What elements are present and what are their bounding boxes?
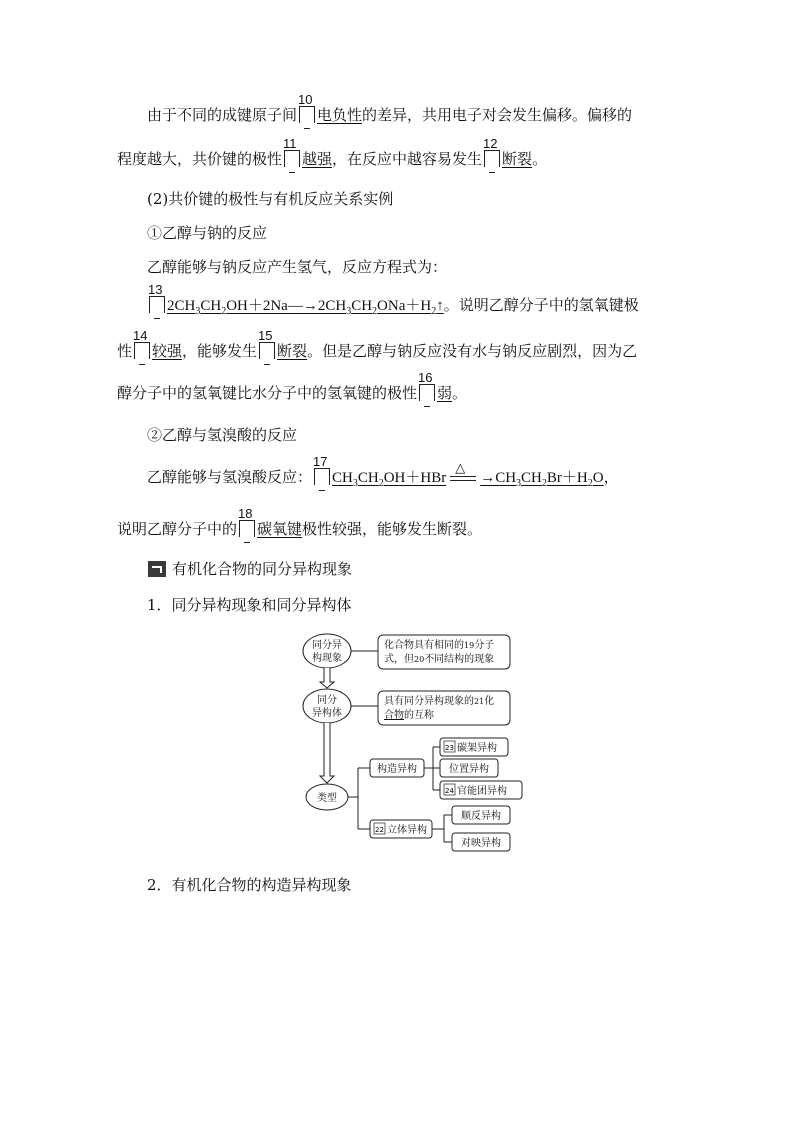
answer-text: 较强 (152, 342, 183, 360)
eq-part: CH (521, 470, 542, 486)
blank-number: 18 (238, 506, 253, 521)
eq-line (450, 480, 476, 481)
text: ， (603, 468, 619, 486)
section-heading: (2)共价键的极性与有机反应关系实例 (147, 190, 394, 208)
definition-1-line1 (384, 638, 494, 651)
equation-line-1 (147, 282, 639, 317)
node-label: 构现象 (312, 653, 342, 664)
def-text: 的互称 (404, 710, 434, 721)
text: 说明乙醇分子中的 (117, 520, 238, 538)
blank-mark (139, 364, 145, 365)
equation-line-2 (147, 454, 619, 489)
answer-blank-12[interactable] (483, 136, 500, 167)
blank-mark (319, 490, 325, 491)
sodium-line-2 (117, 328, 638, 362)
eq-sub: 3 (346, 306, 352, 317)
blank-number: 22 (375, 826, 384, 834)
answer-text: 弱 (437, 384, 453, 402)
def-text: 分子 (474, 640, 495, 651)
def-blank: 19 (464, 641, 475, 650)
answer-text: 越强 (302, 150, 333, 168)
def-text: 化 (484, 696, 495, 707)
subtype-label: 对映异构 (461, 838, 501, 849)
eq-sub: 2 (587, 478, 593, 489)
eq-sub: 3 (352, 478, 358, 489)
heat-condition (450, 461, 476, 486)
def-text: 不同结构的现象 (424, 654, 495, 665)
eq-sub: 2 (541, 478, 547, 489)
answer-blank-15[interactable] (258, 328, 275, 359)
arrow-down-long (320, 723, 334, 783)
eq-sub: 2 (221, 306, 227, 317)
blank-mark (264, 364, 270, 365)
answer-blank-17[interactable] (313, 454, 330, 485)
text: 由于不同的成键原子间 (147, 106, 298, 124)
eq-part: Br＋H (546, 470, 588, 486)
subtype-label: 位置异构 (449, 764, 489, 775)
eq-part: ↑ (436, 298, 444, 314)
eq-sub: 2 (378, 478, 384, 489)
item-2-heading: 2．有机化合物的构造异构现象 (147, 876, 352, 894)
blank-mark (304, 128, 310, 129)
def-text: 化合物具有相同的 (384, 640, 464, 651)
answer-blank-10[interactable] (298, 92, 315, 123)
def-blank: 21 (474, 697, 485, 706)
blank-number: 12 (483, 136, 498, 151)
text: 的差异，共用电子对会发生偏移。偏移的 (362, 106, 633, 124)
answer-blank-14[interactable] (133, 328, 150, 359)
blank-number: 14 (133, 328, 148, 343)
text: 极性较强，能够发生断裂。 (302, 520, 483, 538)
eq-sub: 3 (516, 478, 522, 489)
def-text: 式，但 (384, 654, 414, 665)
text: ，在反应中越容易发生 (332, 150, 483, 168)
equation-hbr-left (332, 470, 447, 489)
section-title (148, 558, 352, 580)
section-title-text: 有机化合物的同分异构现象 (172, 560, 353, 578)
text: 。 (452, 384, 468, 402)
para1-line1 (147, 92, 633, 126)
def-blank: 20 (414, 655, 425, 664)
para1-line2 (117, 136, 548, 170)
blank-number: 16 (418, 370, 433, 385)
text: 。 (532, 150, 548, 168)
blank-mark (489, 172, 495, 173)
text: 醇分子中的氢氧键比水分子中的氢氧键的极性 (117, 384, 418, 402)
text: ，能够发生 (182, 342, 258, 360)
definition-2-line2 (384, 708, 435, 721)
subtype-label: 碳架异构 (457, 743, 497, 754)
sodium-intro: 乙醇能够与钠反应产生氢气，反应方程式为： (147, 258, 448, 276)
hbr-conclusion (117, 506, 483, 540)
eq-sub: 2 (372, 306, 378, 317)
answer-text: 断裂 (502, 150, 533, 168)
answer-blank-13[interactable] (148, 282, 165, 313)
eq-part: OH＋HBr (383, 470, 447, 486)
eq-part: 2CH (167, 298, 196, 314)
eq-part: ONa＋H (377, 298, 432, 314)
text: 。说明乙醇分子中的氢氧键极 (443, 296, 639, 314)
text: 乙醇能够与氢溴酸反应： (147, 468, 313, 486)
answer-blank-18[interactable] (238, 506, 255, 537)
isomerism-diagram (300, 630, 530, 860)
blank-mark (424, 406, 430, 407)
item-1-heading: 1．同分异构现象和同分异构体 (147, 596, 352, 614)
eq-part: CH (351, 298, 373, 314)
subheading-hbr: ②乙醇与氢溴酸的反应 (147, 426, 298, 444)
node-label: 同分 (317, 695, 337, 706)
equation-hbr-right (480, 470, 604, 489)
blank-number: 17 (313, 454, 328, 469)
blank-number: 13 (148, 282, 163, 297)
arrow-down (320, 668, 334, 688)
eq-part: CH (332, 470, 353, 486)
subtype-label: 官能团异构 (457, 786, 507, 797)
subtype-label: 顺反异构 (461, 811, 501, 822)
def-text: 合物 (384, 710, 404, 721)
eq-part: OH＋2Na—→2CH (226, 298, 347, 314)
text: 程度越大，共价键的极性 (117, 150, 283, 168)
def-text: 具有同分异构现象的 (384, 696, 474, 707)
definition-1-line2 (384, 652, 494, 665)
eq-part: O (592, 470, 604, 486)
heat-triangle: △ (455, 461, 466, 476)
blank-number: 10 (298, 92, 313, 107)
type-label: 构造异构 (377, 764, 417, 775)
eq-part: CH (357, 470, 379, 486)
answer-blank-11[interactable] (283, 136, 300, 167)
text: 。但是乙醇与钠反应没有水与钠反应剧烈，因为乙 (307, 342, 638, 360)
answer-text: 碳氧键 (257, 520, 303, 538)
blank-mark (244, 542, 250, 543)
blank-number: 23 (445, 744, 454, 752)
node-label: 类型 (317, 793, 337, 804)
eq-part: →CH (480, 470, 517, 486)
blank-mark (289, 172, 295, 173)
text: 性 (117, 342, 133, 360)
eq-part: CH (200, 298, 222, 314)
subheading-sodium: ①乙醇与钠的反应 (147, 224, 268, 242)
blank-number: 15 (258, 328, 273, 343)
sodium-line-3 (117, 370, 468, 404)
answer-text: 断裂 (277, 342, 308, 360)
eq-sub: 2 (431, 306, 437, 317)
answer-blank-16[interactable] (418, 370, 435, 401)
blank-number: 11 (283, 136, 297, 151)
blank-number: 24 (445, 787, 454, 795)
answer-text: 电负性 (317, 106, 363, 124)
blank-mark (154, 318, 160, 319)
eq-line (450, 476, 476, 477)
node-label: 异构体 (312, 708, 342, 719)
equation-sodium (167, 298, 444, 317)
section-icon (148, 561, 166, 577)
type-label: 立体异构 (387, 825, 427, 836)
node-label: 同分异 (312, 640, 342, 651)
eq-sub: 3 (195, 306, 201, 317)
